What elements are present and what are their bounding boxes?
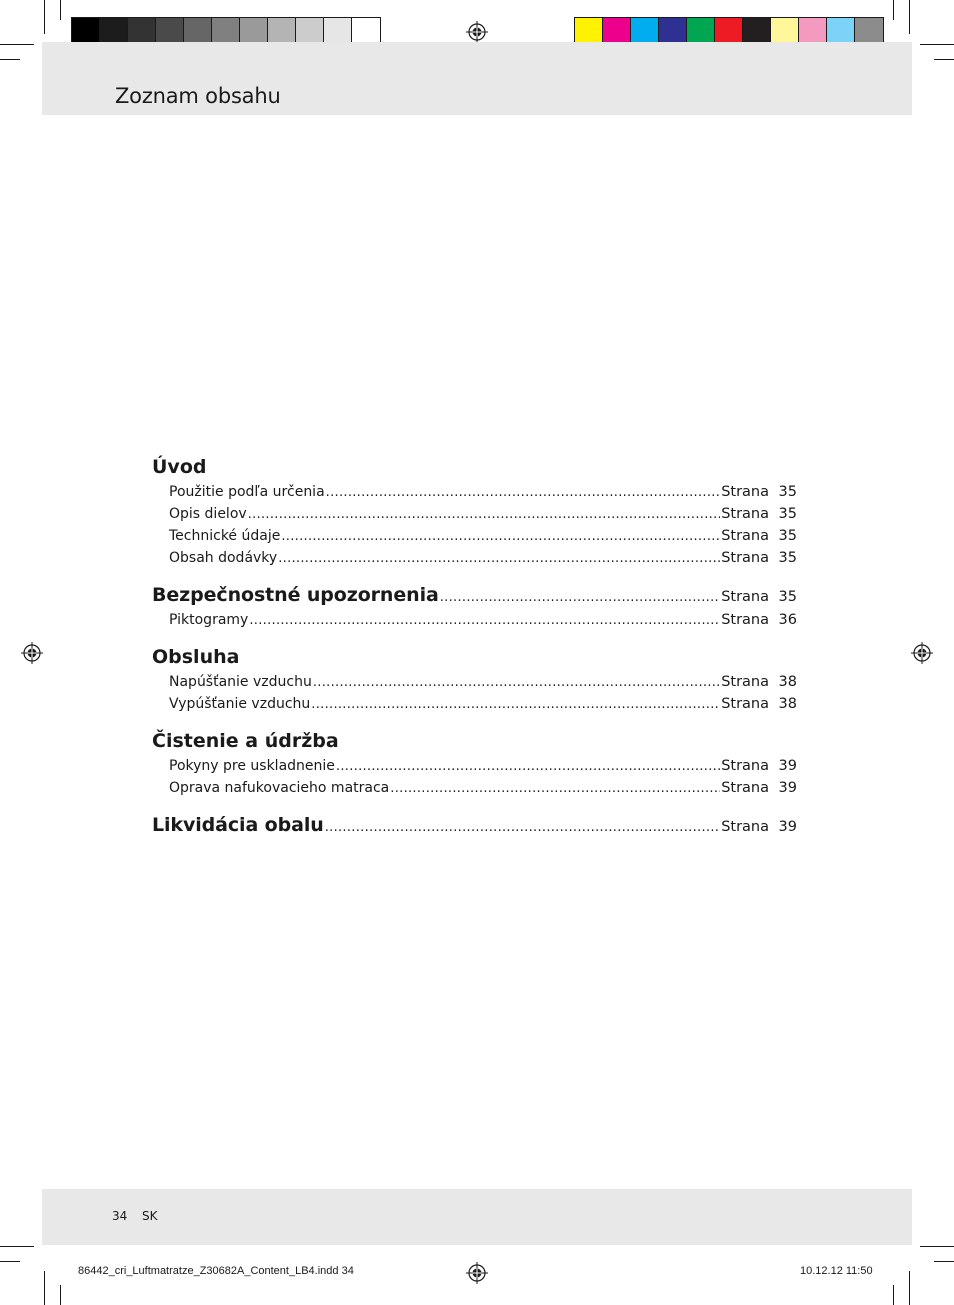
crop-mark bbox=[0, 59, 20, 60]
language-code: SK bbox=[142, 1209, 158, 1223]
table-of-contents bbox=[152, 456, 797, 854]
crop-mark bbox=[60, 0, 61, 20]
toc-heading: Čistenie a údržba bbox=[152, 730, 339, 752]
strana-label: Strana bbox=[721, 612, 769, 628]
crop-mark bbox=[934, 1261, 954, 1262]
strana-label: Strana bbox=[721, 550, 769, 566]
toc-entry-label: Použitie podľa určenia bbox=[169, 484, 325, 500]
footer-band bbox=[42, 1189, 912, 1245]
toc-section bbox=[152, 584, 797, 631]
registration-mark-icon bbox=[466, 1262, 488, 1284]
toc-entry[interactable] bbox=[152, 547, 797, 569]
toc-section bbox=[152, 730, 797, 799]
crop-mark bbox=[0, 44, 34, 45]
dot-leader bbox=[336, 755, 720, 774]
toc-page-ref bbox=[721, 758, 797, 774]
crop-mark bbox=[920, 1246, 954, 1247]
dot-leader bbox=[249, 609, 720, 628]
strana-label: Strana bbox=[721, 506, 769, 522]
toc-entry-label: Piktogramy bbox=[169, 612, 249, 628]
page-number: 36 bbox=[778, 612, 797, 628]
page-number: 39 bbox=[778, 819, 797, 835]
page-number: 34 bbox=[112, 1209, 128, 1223]
header-band bbox=[42, 42, 912, 115]
strana-label: Strana bbox=[721, 696, 769, 712]
strana-label: Strana bbox=[721, 758, 769, 774]
crop-mark bbox=[44, 0, 45, 34]
crop-mark bbox=[893, 0, 894, 20]
strana-label: Strana bbox=[721, 484, 769, 500]
toc-entry-label: Technické údaje bbox=[169, 528, 281, 544]
strana-label: Strana bbox=[721, 819, 769, 835]
strana-label: Strana bbox=[721, 674, 769, 690]
strana-label: Strana bbox=[721, 780, 769, 796]
toc-entry-label: Oprava nafukovacieho matraca bbox=[169, 780, 390, 796]
crop-mark bbox=[909, 1271, 910, 1305]
page-number: 35 bbox=[778, 506, 797, 522]
dot-leader bbox=[311, 693, 720, 712]
strana-label: Strana bbox=[721, 589, 769, 605]
toc-page-ref bbox=[721, 674, 797, 690]
toc-entry-label: Obsah dodávky bbox=[169, 550, 278, 566]
page-number: 35 bbox=[778, 550, 797, 566]
toc-page-ref bbox=[721, 484, 797, 500]
page-number: 38 bbox=[778, 696, 797, 712]
toc-section bbox=[152, 646, 797, 715]
toc-heading-row[interactable] bbox=[152, 584, 797, 609]
toc-page-ref bbox=[721, 696, 797, 712]
toc-page-ref bbox=[721, 780, 797, 796]
toc-heading: Bezpečnostné upozornenia bbox=[152, 584, 439, 606]
toc-entry-label: Vypúšťanie vzduchu bbox=[169, 696, 311, 712]
crop-mark bbox=[934, 59, 954, 60]
toc-page-ref bbox=[721, 550, 797, 566]
toc-heading-row[interactable] bbox=[152, 814, 797, 839]
strana-label: Strana bbox=[721, 528, 769, 544]
dot-leader bbox=[281, 525, 720, 544]
toc-entry-label: Opis dielov bbox=[169, 506, 247, 522]
page-title: Zoznam obsahu bbox=[115, 84, 281, 108]
toc-entry-label: Pokyny pre uskladnenie bbox=[169, 758, 335, 774]
toc-section bbox=[152, 814, 797, 839]
dot-leader bbox=[313, 671, 720, 690]
toc-page-ref bbox=[721, 528, 797, 544]
dot-leader bbox=[248, 503, 721, 522]
toc-entry[interactable] bbox=[152, 525, 797, 547]
toc-entry[interactable] bbox=[152, 671, 797, 693]
slug-file-name: 86442_cri_Luftmatratze_Z30682A_Content_LB4.indd 34 bbox=[78, 1265, 354, 1277]
registration-mark-icon bbox=[911, 642, 933, 664]
registration-mark-icon bbox=[21, 642, 43, 664]
page-number: 35 bbox=[778, 528, 797, 544]
crop-mark bbox=[920, 44, 954, 45]
crop-mark bbox=[893, 1285, 894, 1305]
toc-entry[interactable] bbox=[152, 693, 797, 715]
page-number: 35 bbox=[778, 484, 797, 500]
slug-date: 10.12.12 11:50 bbox=[800, 1265, 873, 1277]
dot-leader bbox=[390, 777, 720, 796]
toc-heading: Úvod bbox=[152, 456, 207, 478]
crop-mark bbox=[0, 1261, 20, 1262]
page-number: 39 bbox=[778, 780, 797, 796]
registration-mark-icon bbox=[466, 21, 488, 43]
toc-page-ref bbox=[721, 506, 797, 522]
crop-mark bbox=[60, 1285, 61, 1305]
crop-mark bbox=[44, 1271, 45, 1305]
toc-entry[interactable] bbox=[152, 777, 797, 799]
page-number: 39 bbox=[778, 758, 797, 774]
toc-entry-label: Napúšťanie vzduchu bbox=[169, 674, 312, 690]
dot-leader bbox=[325, 816, 720, 835]
page-number: 35 bbox=[778, 589, 797, 605]
toc-entry[interactable] bbox=[152, 755, 797, 777]
crop-mark bbox=[909, 0, 910, 34]
dot-leader bbox=[440, 586, 720, 605]
toc-page-ref bbox=[721, 612, 797, 628]
toc-entry[interactable] bbox=[152, 481, 797, 503]
page-number: 38 bbox=[778, 674, 797, 690]
toc-entry[interactable] bbox=[152, 609, 797, 631]
toc-page-ref bbox=[721, 819, 797, 835]
toc-heading: Obsluha bbox=[152, 646, 240, 668]
toc-entry[interactable] bbox=[152, 503, 797, 525]
toc-section bbox=[152, 456, 797, 569]
crop-mark bbox=[0, 1246, 34, 1247]
dot-leader bbox=[278, 547, 720, 566]
dot-leader bbox=[326, 481, 721, 500]
toc-heading: Likvidácia obalu bbox=[152, 814, 324, 836]
toc-page-ref bbox=[721, 589, 797, 605]
